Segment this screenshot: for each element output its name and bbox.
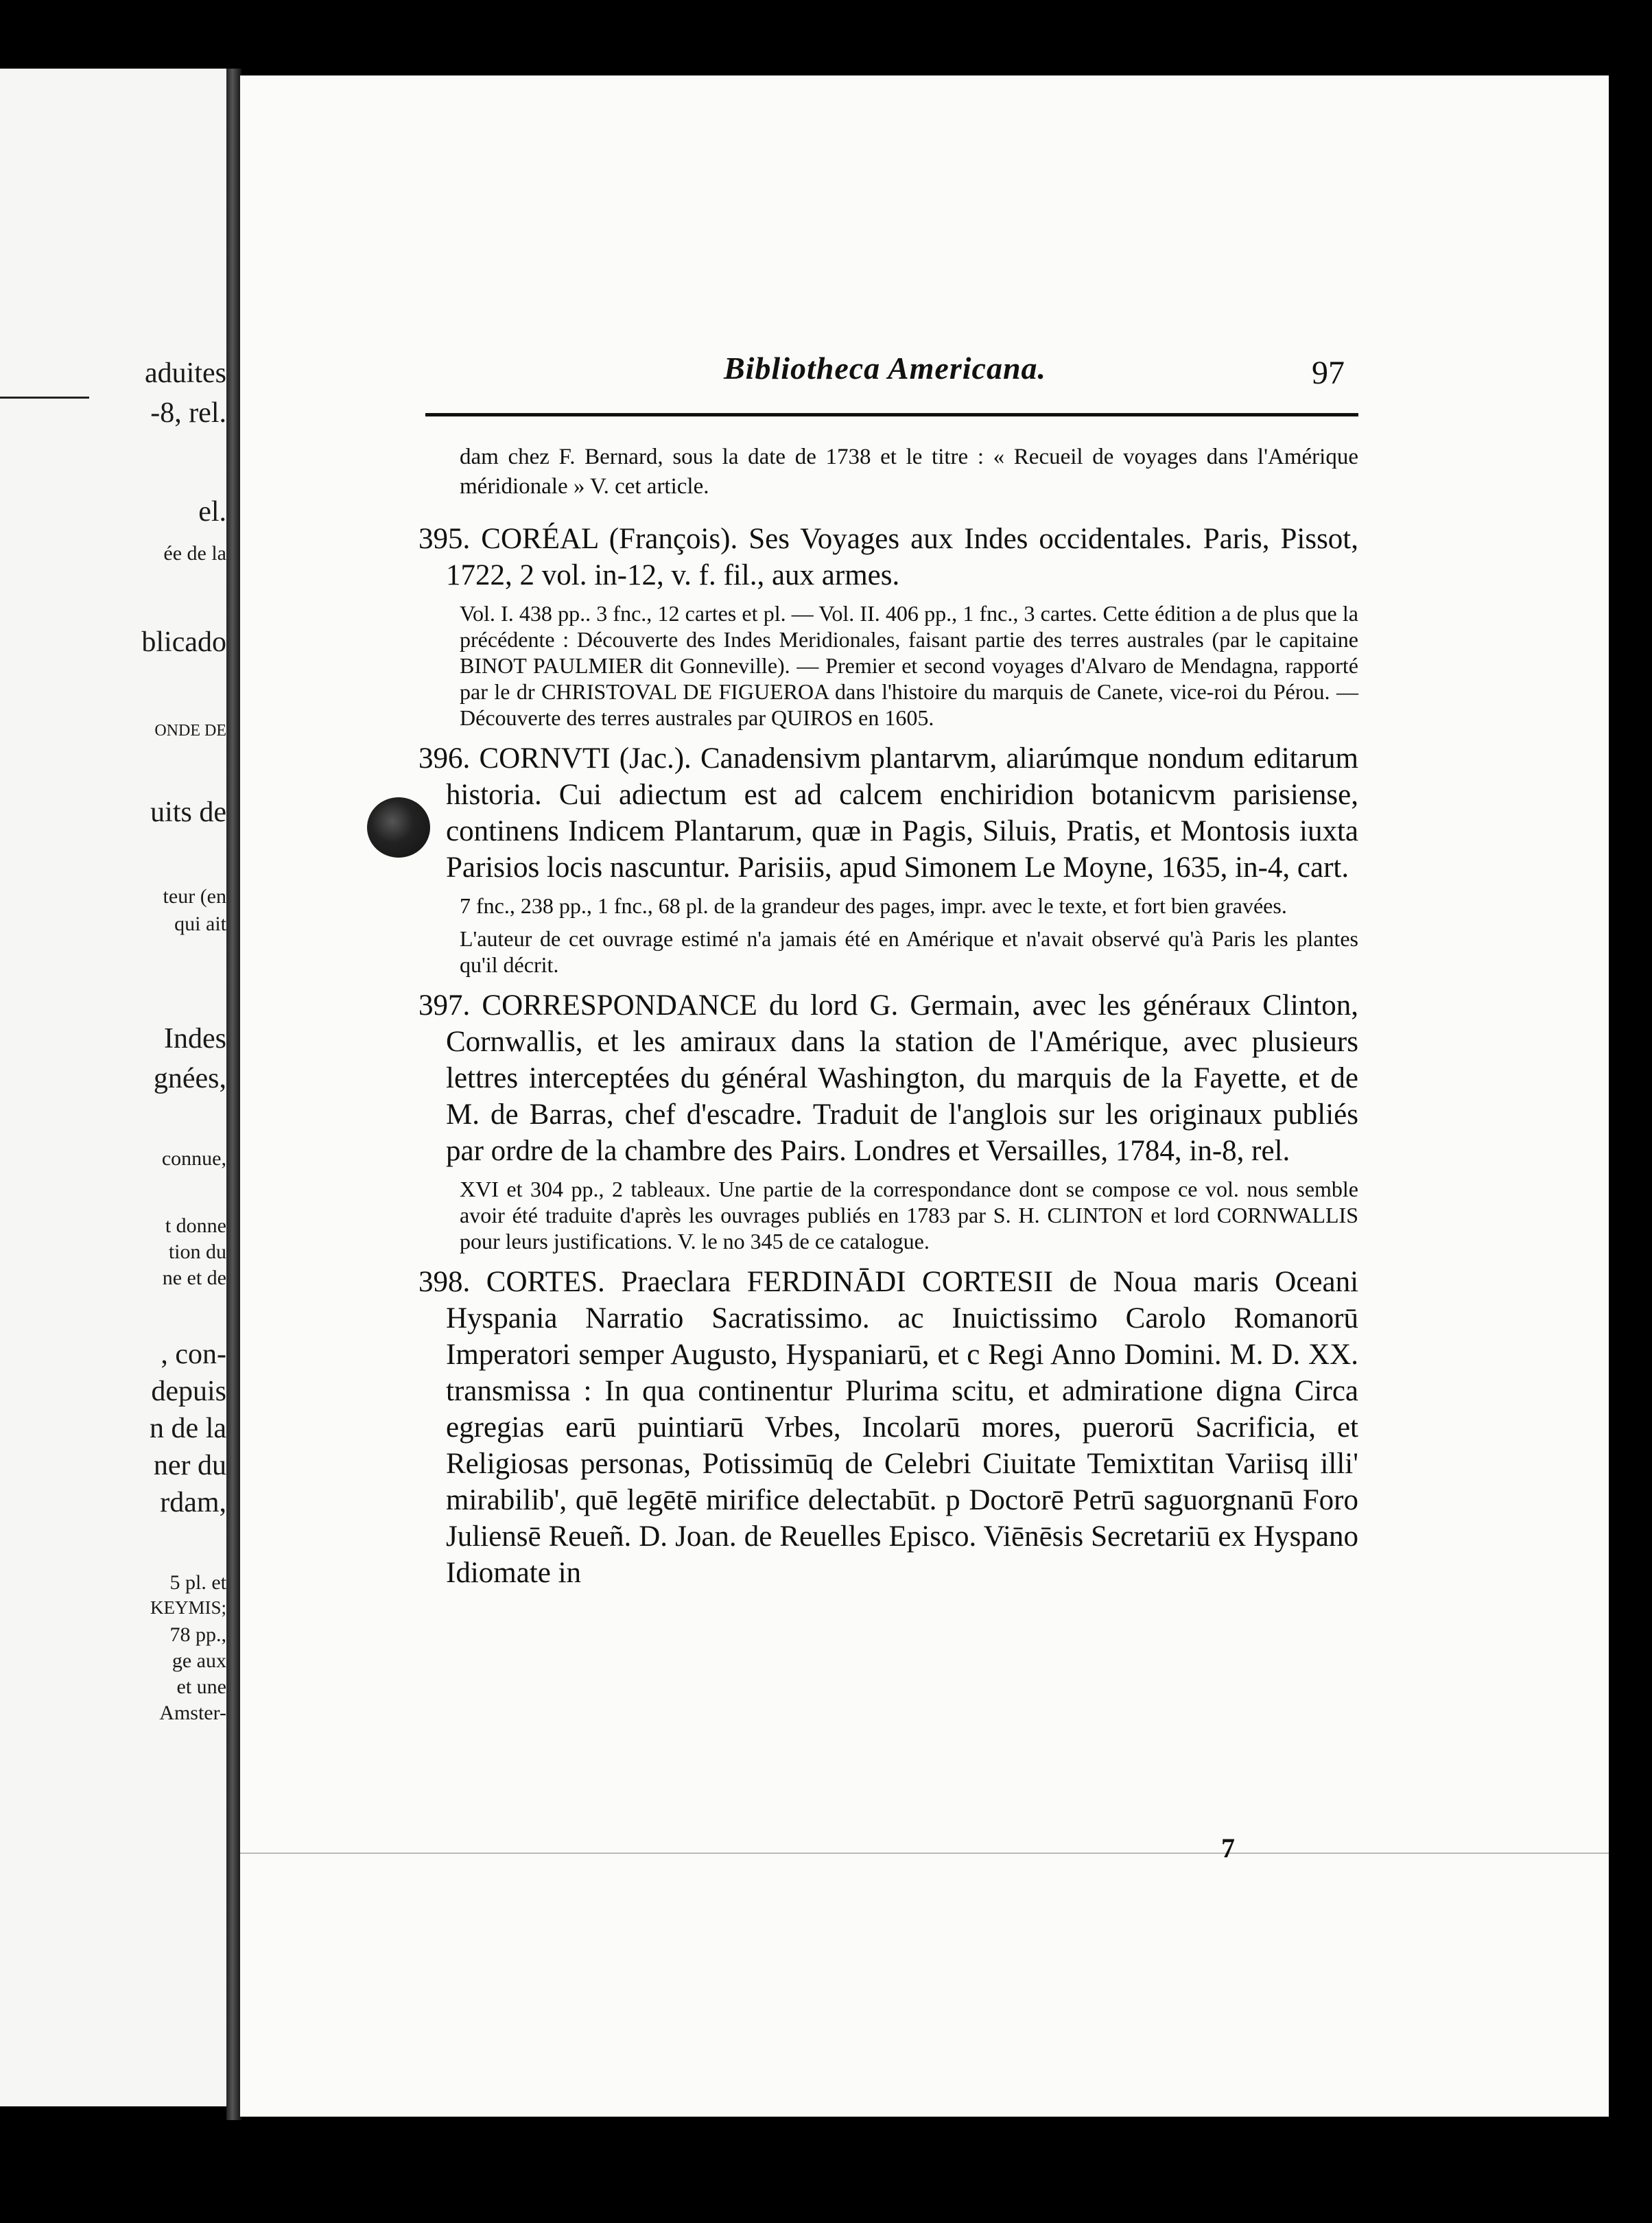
previous-page-line: ge aux — [172, 1649, 226, 1672]
entry-note: Vol. I. 438 pp.. 3 fnc., 12 cartes et pl. — Vol. II. 406 pp., 1 fnc., 3 cartes. Cette édition a de plus que la précédente : Découverte des Indes Meridionales, faisant partie des terres australes (par le capitaine BINOT PAULMIER dit Gonneville). — Premier et second voyages d'Alvaro de Mendagna, rapporté par le dr CHRISTOVAL DE FIGUEROA dans l'histoire du marquis de Canete, vice-roi du Pérou. — Découverte des terres australes par QUIROS en 1605. — [460, 601, 1358, 730]
previous-page-line: tion du — [168, 1240, 226, 1263]
previous-page-line: Amster- — [159, 1702, 226, 1724]
previous-page-line: ée de la — [163, 542, 226, 565]
entry-main-text — [418, 521, 1358, 593]
previous-page-line: connue, — [161, 1147, 226, 1170]
entry-description: du lord G. Germain, avec les généraux Clinton, Cornwallis, et les amiraux dans la station de l'Amérique, avec plusieurs lettres interceptées du général Washington, du marquis de la Fayette, et de M. de Barras, chef d'escadre. Traduit de l'anglois sur les originaux publiés par ordre de la chambre des Pairs. Londres et Versailles, 1784, in-8, rel. — [446, 989, 1358, 1167]
previous-page-line: depuis — [151, 1376, 226, 1407]
entry-number: 397. — [418, 989, 471, 1022]
scan-line — [240, 1852, 1609, 1854]
book-spine — [226, 69, 241, 2120]
previous-page-line: ONDE DE — [154, 722, 226, 740]
entry-heading: CORNVTI — [479, 742, 611, 775]
previous-page-rule — [0, 397, 89, 399]
catalogue-entry — [418, 987, 1358, 1254]
entry-description: Praeclara FERDINĀDI CORTESII de Noua maris Oceani Hyspania Narratio Sacratissimo. ac Inuictissimo Carolo Romanorū Imperatori semper Augusto, Hyspaniarū, et c Regi Anno Domini. M. D. XX. transmissa : In qua continentur Plurima scitu, et admiratione digna Circa egregias earū puintiarū Vrbes, Incolarū mores, puerorū Sacrificia, et Religiosas personas, Potissimūq de Celebri Ciuitate Temixtitan Variisq illi' mirabilib', quē legētē mirifice delectabūt. p Doctorē Petrū saguorgnanū Foro Juliensē Reueñ. D. Joan. de Reuelles Episco. Viēnēsis Secretariū ex Hyspano Idiomate in — [446, 1266, 1359, 1589]
previous-page-line: -8, rel. — [150, 397, 226, 429]
catalogue-entry — [418, 521, 1358, 731]
previous-page-line: rdam, — [160, 1487, 226, 1518]
entry-heading: CORRESPONDANCE — [482, 989, 757, 1022]
entry-main-text — [418, 987, 1358, 1169]
previous-page-line: 5 pl. et — [169, 1571, 226, 1594]
entry-main-text — [418, 740, 1358, 886]
previous-page-line: , con- — [161, 1339, 226, 1370]
previous-page-line: teur (en — [163, 885, 226, 908]
catalogue-content — [418, 443, 1358, 1601]
entry-heading: CORÉAL — [481, 523, 598, 555]
entry-number: 398. — [418, 1266, 471, 1298]
page-number: 97 — [1312, 355, 1345, 391]
entry-description: (François). Ses Voyages aux Indes occidentales. Paris, Pissot, 1722, 2 vol. in-12, v. f. fil., aux armes. — [446, 523, 1358, 591]
entry-note: 7 fnc., 238 pp., 1 fnc., 68 pl. de la grandeur des pages, impr. avec le texte, et fort bien gravées. — [460, 893, 1287, 918]
previous-page-line: gnées, — [153, 1063, 226, 1094]
entry-heading: CORTES. — [486, 1266, 605, 1298]
continuation-note: dam chez F. Bernard, sous la date de 1738 et le titre : « Recueil de voyages dans l'Amérique méridionale » V. cet article. — [460, 445, 1358, 499]
previous-page-line: t donne — [165, 1214, 226, 1237]
previous-page-line: 78 pp., — [169, 1623, 226, 1646]
entry-main-text — [418, 1264, 1358, 1591]
previous-page-line: KEYMIS; — [150, 1597, 226, 1618]
entry-number: 396. — [418, 742, 471, 775]
header-rule — [425, 413, 1358, 416]
running-title: Bibliotheca Americana. — [723, 351, 1047, 386]
previous-page-line: el. — [198, 496, 226, 528]
previous-page-line: et une — [176, 1675, 226, 1698]
catalogue-entry — [418, 1264, 1358, 1591]
previous-page-line: aduites — [145, 357, 226, 389]
previous-page-line: blicado — [141, 626, 226, 658]
catalogue-entry — [418, 740, 1358, 978]
previous-page-line: ner du — [153, 1450, 226, 1481]
previous-page-line: qui ait — [174, 913, 226, 935]
entry-number: 395. — [418, 523, 471, 555]
previous-page-line: uits de — [150, 797, 226, 828]
signature-mark: 7 — [1221, 1833, 1235, 1863]
entry-note: XVI et 304 pp., 2 tableaux. Une partie de la correspondance dont se compose ce vol. nous semble avoir été traduite d'après les ouvrages publiés en 1783 par S. H. CLINTON et lord CORNWALLIS pour leurs justifications. V. le no 345 de ce catalogue. — [460, 1177, 1358, 1254]
page-header — [425, 350, 1345, 432]
page — [240, 75, 1609, 2117]
previous-page-line: Indes — [164, 1023, 226, 1055]
previous-page-line: ne et de — [162, 1267, 226, 1289]
previous-page-line: n de la — [150, 1413, 226, 1444]
entry-note: L'auteur de cet ouvrage estimé n'a jamais été en Amérique et n'avait observé qu'à Paris les plantes qu'il décrit. — [460, 926, 1358, 977]
entry-description: (Jac.). Canadensivm plantarvm, aliarúmque nondum editarum historia. Cui adiectum est ad calcem enchiridion botanicvm parisiense, continens Indicem Plantarum, quæ in Pagis, Siluis, Pratis, et Montosis iuxta Parisios locis nascuntur. Parisiis, apud Simonem Le Moyne, 1635, in-4, cart. — [446, 742, 1359, 884]
previous-page-fragment — [0, 69, 226, 2106]
entries-list — [418, 521, 1358, 1591]
